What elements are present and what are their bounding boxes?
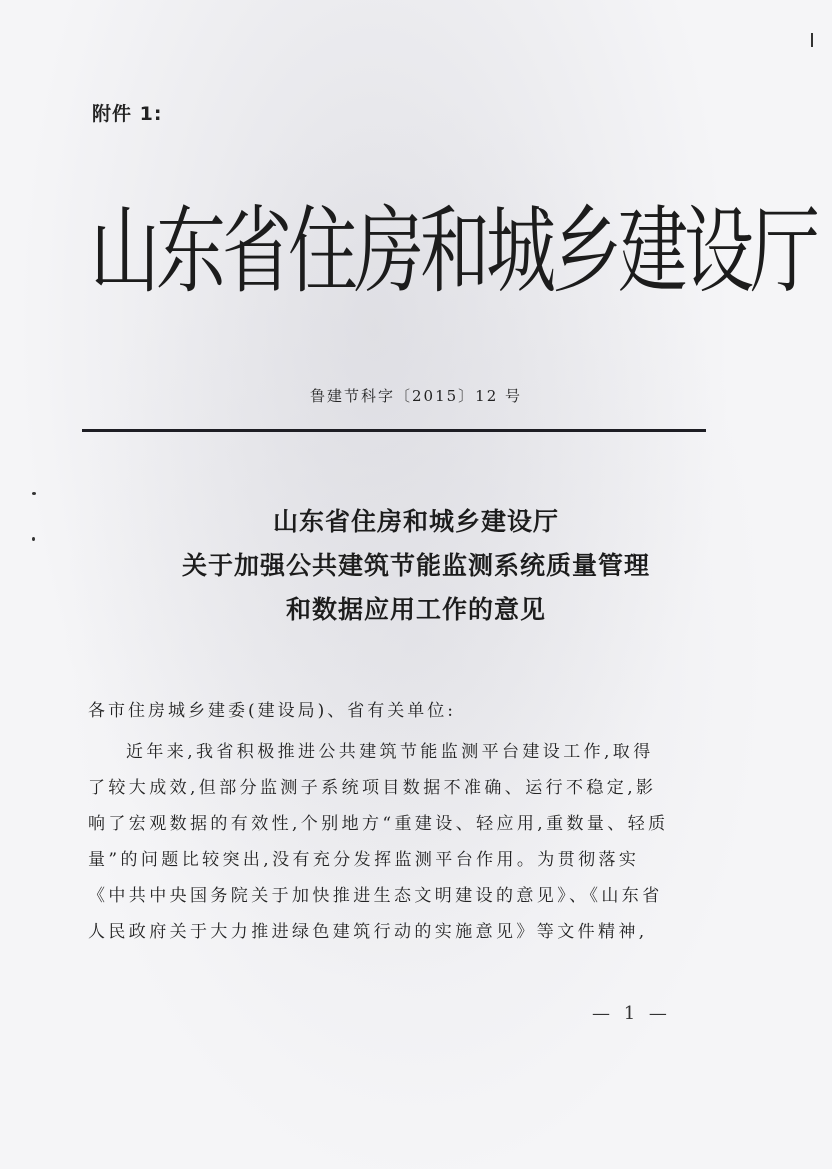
- doc-number-year: 〔2015〕: [394, 387, 476, 405]
- agency-letterhead: 山东省住房和城乡建设厅: [90, 195, 816, 307]
- title-line-2: 关于加强公共建筑节能监测系统质量管理: [181, 551, 650, 580]
- body-line: 近年来,我省积极推进公共建筑节能监测平台建设工作,取得: [126, 742, 654, 762]
- document-number: [0, 385, 832, 406]
- body-line: 人民政府关于大力推进绿色建筑行动的实施意见》等文件精神,: [88, 922, 648, 942]
- doc-number-serial: 12 号: [475, 387, 523, 405]
- scan-speck: [32, 492, 36, 495]
- attachment-label: 附件 1:: [92, 103, 163, 125]
- document-title: [0, 500, 832, 632]
- header-divider-rule: [82, 429, 706, 432]
- body-line: 量”的问题比较突出,没有充分发挥监测平台作用。为贯彻落实: [88, 850, 640, 870]
- body-line: 响了宏观数据的有效性,个别地方“重建设、轻应用,重数量、轻质: [88, 814, 669, 834]
- body-line: 《中共中央国务院关于加快推进生态文明建设的意见》、《山东省: [88, 886, 663, 906]
- title-line-3: 和数据应用工作的意见: [285, 595, 546, 624]
- title-line-1: 山东省住房和城乡建设厅: [272, 507, 559, 536]
- page-number: — 1 —: [592, 1003, 671, 1024]
- body-line: 了较大成效,但部分监测子系统项目数据不准确、运行不稳定,影: [88, 778, 657, 798]
- doc-number-prefix: 鲁建节科字: [309, 387, 395, 405]
- body-paragraph: [88, 734, 698, 950]
- salutation: 各市住房城乡建委(建设局)、省有关单位:: [88, 701, 456, 721]
- scan-edge-mark: [811, 33, 813, 47]
